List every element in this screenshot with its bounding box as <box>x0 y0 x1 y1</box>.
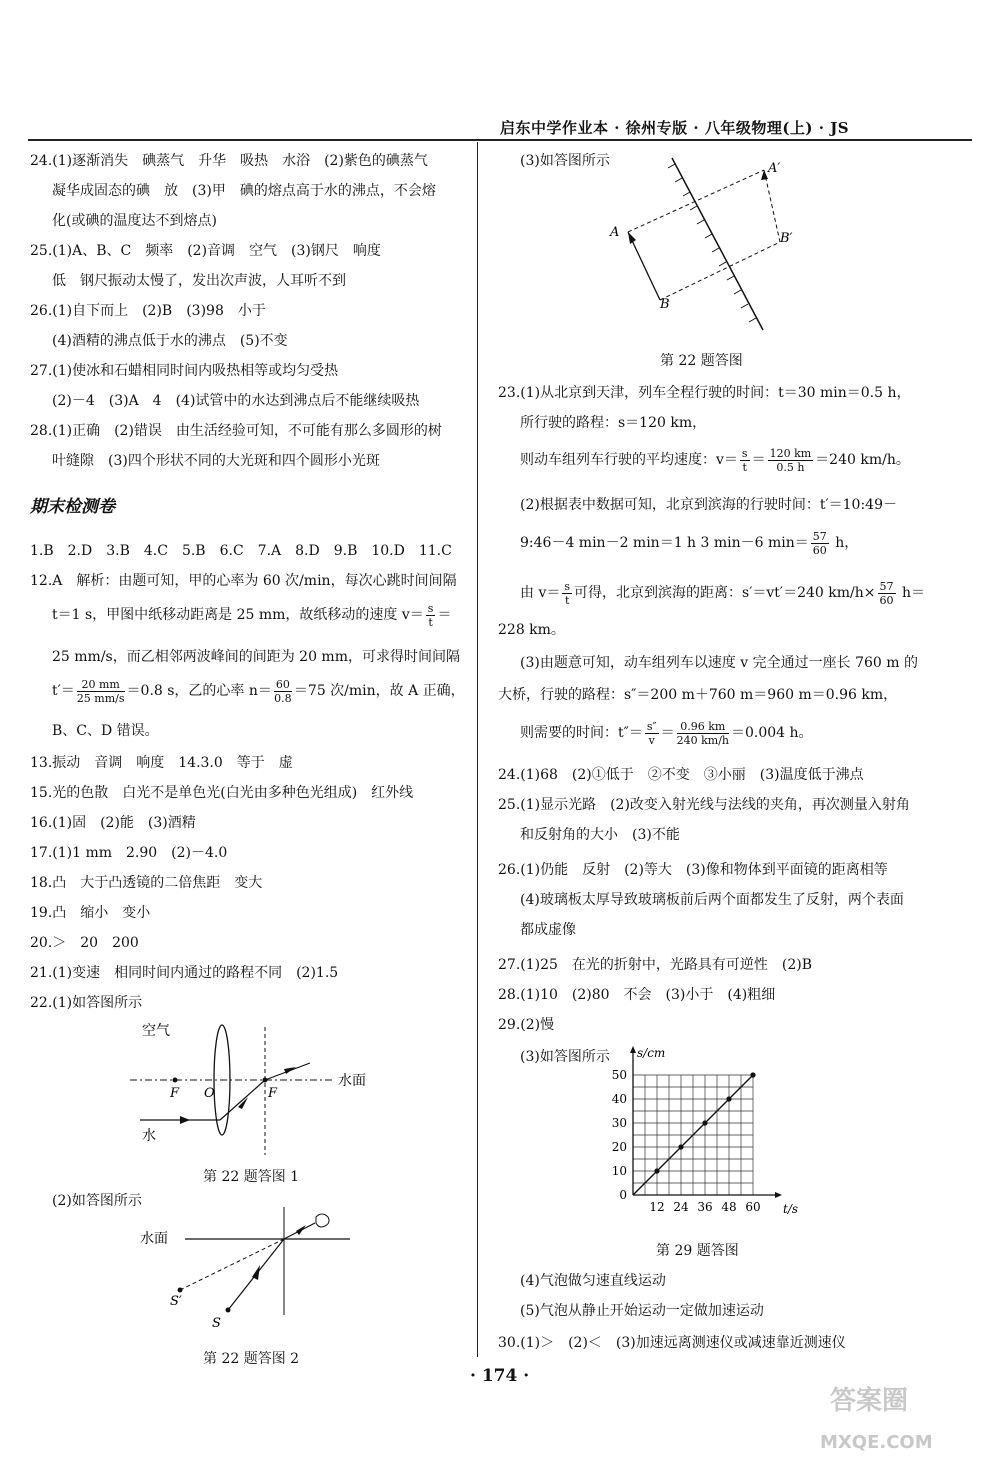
graph-intro: (3)如答图所示 <box>520 1049 610 1065</box>
fraction <box>768 447 814 474</box>
numerator: 20 mm <box>77 678 125 692</box>
object-segment <box>628 232 660 300</box>
q23-line: 所行驶的路程：s＝120 km， <box>520 415 707 431</box>
denominator: 60 <box>879 593 894 607</box>
focus-label: F <box>268 1086 278 1101</box>
answer-line: 25.(1)A、B、C 频率 (2)音调 空气 (3)钢尺 响度 <box>30 243 381 259</box>
answer-line: 21.(1)变速 相同时间内通过的路程不同 (2)1.5 <box>30 965 339 981</box>
q23-line <box>498 445 1000 475</box>
text-run: ＝240 km/h。 <box>815 452 910 468</box>
denominator: 240 km/h <box>676 733 730 747</box>
fraction <box>878 580 896 607</box>
q23-line <box>498 528 1000 558</box>
data-point <box>702 1120 707 1125</box>
denominator: t <box>428 615 433 629</box>
surface-label: 水面 <box>140 1231 168 1247</box>
virtual-ray <box>180 1239 284 1290</box>
object-a-label: A <box>610 225 620 240</box>
y-tick-label: 20 <box>611 1140 627 1154</box>
image-label: S′ <box>170 1294 182 1309</box>
text-run: ＝ <box>437 607 452 623</box>
air-label: 空气 <box>142 1023 170 1039</box>
page-number: · 174 · <box>470 1366 530 1386</box>
eye-icon <box>316 1214 329 1227</box>
answer-line: 和反射角的大小 (3)不能 <box>520 827 680 843</box>
lens-diagram <box>120 1015 380 1165</box>
header-rule <box>28 139 972 141</box>
answer-line: 22.(1)如答图所示 <box>30 995 143 1011</box>
figure-intro: (3)如答图所示 <box>520 153 610 169</box>
center-label: O <box>204 1086 215 1101</box>
image-point <box>178 1288 183 1293</box>
figure-caption: 第 22 题答图 2 <box>203 1351 300 1367</box>
arrow-head <box>296 1225 306 1235</box>
numerator: 57 <box>812 529 827 543</box>
answer-line: 28.(1)10 (2)80 不会 (3)小于 (4)粗细 <box>498 987 776 1003</box>
plane-mirror-diagram <box>610 150 820 340</box>
answer-line: (5)气泡从静止开始运动一定做加速运动 <box>520 1303 764 1319</box>
q12-line-1: 12.A 解析：由题可知，甲的心率为 60 次/min，每次心跳时间间隔 <box>30 573 457 589</box>
fraction <box>274 678 292 705</box>
image-b-label: B′ <box>780 231 793 246</box>
answer-line: 27.(1)使冰和石蜡相同时间内吸热相等或均匀受热 <box>30 363 339 379</box>
numerator: s″ <box>646 719 657 733</box>
text-run: 则动车组列车行驶的平均速度：v＝ <box>520 452 738 468</box>
figure-caption: 第 22 题答图 1 <box>203 1169 300 1185</box>
y-tick-label: 30 <box>611 1116 627 1130</box>
q12-line-3: 25 mm/s，而乙相邻两波峰间的间距为 20 mm，可求得时间间隔 <box>52 649 460 665</box>
q23-line: 228 km。 <box>498 622 565 638</box>
text-run: ＝0.8 s，乙的心率 n＝ <box>126 683 272 699</box>
y-tick-label: 10 <box>611 1164 627 1178</box>
x-tick-label: 36 <box>697 1200 713 1214</box>
fraction <box>77 678 125 705</box>
x-axis-label: t/s <box>783 1202 799 1216</box>
mirror-hatch <box>668 164 756 322</box>
answer-line: 低 钢尺振动太慢了，发出次声波，人耳听不到 <box>52 273 346 289</box>
watermark-url: MXQE.COM <box>820 1432 933 1453</box>
text-run: 9:46－4 min－2 min＝1 h 3 min－6 min＝ <box>520 535 809 551</box>
data-point <box>726 1096 731 1101</box>
answer-line: (4)气泡做匀速直线运动 <box>520 1273 666 1289</box>
data-point <box>678 1144 683 1149</box>
object-point <box>226 1308 231 1313</box>
denominator: t <box>564 593 570 607</box>
focus-label: F <box>170 1086 180 1101</box>
denominator: 0.5 h <box>776 460 805 474</box>
denominator: v <box>648 733 655 747</box>
answer-line: 13.振动 音调 响度 14.3.0 等于 虚 <box>30 755 293 771</box>
answer-line: 28.(1)正确 (2)错误 由生活经验可知，不可能有那么多圆形的树 <box>30 423 442 439</box>
x-tick-label: 12 <box>649 1200 665 1214</box>
object-label: S <box>212 1316 221 1331</box>
x-tick-label: 48 <box>721 1200 737 1214</box>
guide-line <box>660 242 780 300</box>
numerator: 60 <box>275 677 290 691</box>
numerator: s <box>564 579 571 593</box>
x-tick-label: 24 <box>673 1200 689 1214</box>
arrow-head <box>180 1116 190 1124</box>
y-axis-label: s/cm <box>637 1046 666 1060</box>
fraction <box>811 530 829 557</box>
answer-line: 凝华成固态的碘 放 (3)甲 碘的熔点高于水的沸点，不会熔 <box>52 183 436 199</box>
answer-line: 都成虚像 <box>520 922 576 938</box>
image-segment <box>764 170 780 242</box>
numerator: 120 km <box>769 446 812 460</box>
page-header-title: 启东中学作业本 · 徐州专版 · 八年级物理(上) · JS <box>500 119 850 137</box>
denominator: 0.8 <box>274 691 292 705</box>
x-axis-arrow <box>775 1192 782 1198</box>
answer-line: 24.(1)逐渐消失 碘蒸气 升华 吸热 水浴 (2)紫色的碘蒸气 <box>30 153 428 169</box>
numerator: s <box>741 446 748 460</box>
denominator: 60 <box>812 543 827 557</box>
fraction <box>740 447 750 474</box>
origin-label: 0 <box>619 1188 627 1202</box>
y-tick-label: 40 <box>611 1092 627 1106</box>
fraction <box>645 720 659 747</box>
answer-line: 16.(1)固 (2)能 (3)酒精 <box>30 815 196 831</box>
answer-line: 30.(1)＞ (2)＜ (3)加速远离测速仪或减速靠近测速仪 <box>498 1335 846 1351</box>
numerator: s <box>427 601 434 615</box>
answer-line: 26.(1)自下而上 (2)B (3)98 小于 <box>30 303 266 319</box>
x-tick-label: 60 <box>745 1200 761 1214</box>
arrow-head <box>761 170 768 180</box>
text-run: t′＝ <box>52 683 75 699</box>
answer-line: 18.凸 大于凸透镜的二倍焦距 变大 <box>30 875 263 891</box>
refraction-diagram <box>140 1205 370 1335</box>
text-run: ＝0.004 h。 <box>731 725 813 741</box>
guide-line <box>628 170 764 232</box>
q23-line <box>498 718 1000 748</box>
q12-line-2 <box>30 600 492 630</box>
text-run: h， <box>830 535 859 551</box>
answer-line: (4)玻璃板太厚导致玻璃板前后两个面都发生了反射，两个表面 <box>520 892 904 908</box>
answer-line: 15.光的色散 白光不是单色光(白光由多种色光组成) 红外线 <box>30 785 414 801</box>
object-b-label: B <box>660 297 670 312</box>
text-run: t＝1 s，甲图中纸移动距离是 25 mm，故纸移动的速度 v＝ <box>52 607 424 623</box>
answer-line: 26.(1)仍能 反射 (2)等大 (3)像和物体到平面镜的距离相等 <box>498 862 888 878</box>
denominator: 25 mm/s <box>76 691 125 705</box>
answer-line: 29.(2)慢 <box>498 1017 555 1033</box>
column-divider <box>477 142 478 1357</box>
text-run: h＝ <box>897 585 925 601</box>
section-title: 期末检测卷 <box>30 497 115 517</box>
arrow-head <box>284 1067 296 1074</box>
fraction <box>426 602 436 629</box>
text-run: 由 v＝ <box>520 585 561 601</box>
y-tick-label: 50 <box>611 1068 627 1082</box>
watermark-logo: 答案圈 <box>830 1386 909 1416</box>
answer-line: 24.(1)68 (2)①低于 ②不变 ③小丽 (3)温度低于沸点 <box>498 767 864 783</box>
answer-line: 19.凸 缩小 变小 <box>30 905 151 921</box>
answer-line: 25.(1)显示光路 (2)改变入射光线与法线的夹角，再次测量入射角 <box>498 797 910 813</box>
figure-intro: (2)如答图所示 <box>52 1193 142 1209</box>
numerator: 0.96 km <box>677 720 729 734</box>
text-run: 则需要的时间：t″＝ <box>520 725 643 741</box>
data-point <box>750 1072 755 1077</box>
q23-line: 大桥，行驶的路程：s″＝200 m＋760 m＝960 m＝0.96 km， <box>498 687 898 703</box>
water-label: 水 <box>142 1128 156 1144</box>
q23-line: (3)由题意可知，动车组列车以速度 v 完全通过一座长 760 m 的 <box>520 655 918 671</box>
answer-line: 叶缝隙 (3)四个形状不同的大光斑和四个圆形小光斑 <box>52 453 380 469</box>
q23-line <box>498 578 1000 608</box>
answer-line: (4)酒精的沸点低于水的沸点 (5)不变 <box>52 333 288 349</box>
y-axis-arrow <box>630 1046 636 1053</box>
answer-line: (2)－4 (3)A 4 (4)试管中的水达到沸点后不能继续吸热 <box>52 393 420 409</box>
figure-caption: 第 22 题答图 <box>660 353 743 369</box>
denominator: t <box>742 460 747 474</box>
arrow-head <box>628 232 636 244</box>
q12-line-5: B、C、D 错误。 <box>52 723 159 739</box>
image-a-label: A′ <box>768 161 781 176</box>
q23-line: (2)根据表中数据可知，北京到滨海的行驶时间：t′＝10:49－ <box>520 497 897 513</box>
fraction <box>677 720 729 747</box>
fraction <box>562 580 572 607</box>
text-run: ＝ <box>751 452 766 468</box>
text-run: 可得，北京到滨海的距离：s′＝vt′＝240 km/h× <box>574 585 876 601</box>
text-run: ＝ <box>660 725 675 741</box>
q23-line: 23.(1)从北京到天津，列车全程行驶的时间：t＝30 min＝0.5 h， <box>498 385 911 401</box>
data-point <box>654 1168 659 1173</box>
answer-line: 27.(1)25 在光的折射中，光路具有可逆性 (2)B <box>498 957 813 973</box>
focus-point <box>173 1078 178 1083</box>
chart-caption: 第 29 题答图 <box>656 1243 739 1259</box>
q12-line-4 <box>30 676 492 706</box>
multiple-choice-answers: 1.B 2.D 3.B 4.C 5.B 6.C 7.A 8.D 9.B 10.D 11.C <box>30 543 452 559</box>
answer-line: 20.＞ 20 200 <box>30 935 139 951</box>
surface-label: 水面 <box>338 1073 366 1089</box>
mirror-line <box>672 158 763 330</box>
numerator: 57 <box>879 579 894 593</box>
light-ray <box>220 1080 265 1120</box>
s-t-graph <box>605 1045 805 1225</box>
text-run: ＝75 次/min，故 A 正确， <box>293 683 465 699</box>
answer-line: 化(或碘的温度达不到熔点) <box>52 213 217 229</box>
answer-line: 17.(1)1 mm 2.90 (2)－4.0 <box>30 845 228 861</box>
